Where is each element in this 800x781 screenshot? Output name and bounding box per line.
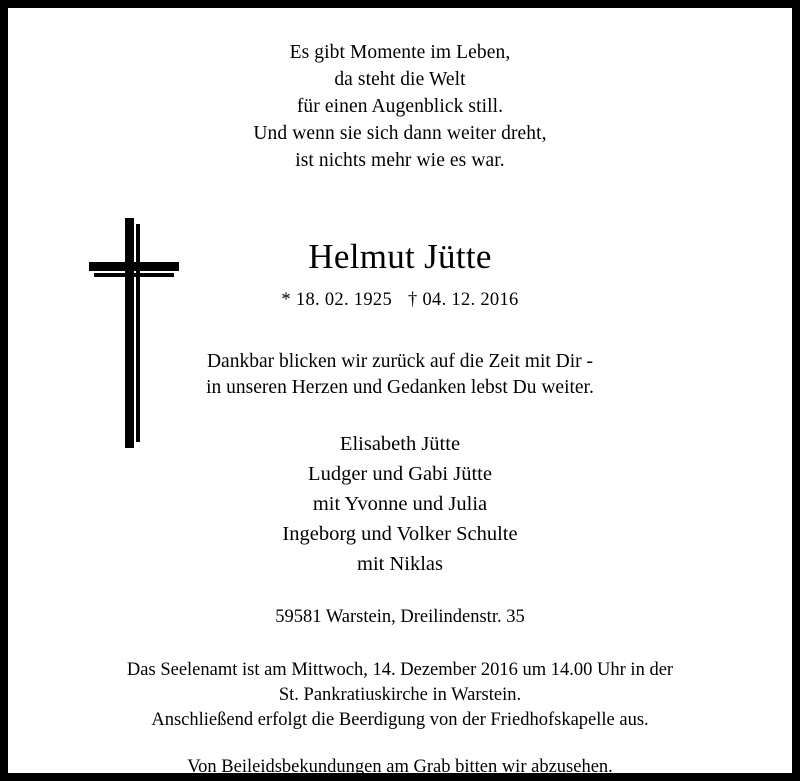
family-list <box>33 429 767 579</box>
verse-line: Und wenn sie sich dann weiter dreht, <box>253 123 547 144</box>
deceased-name: Helmut Jütte <box>308 237 492 276</box>
cross-icon <box>89 218 179 448</box>
verse-line: ist nichts mehr wie es war. <box>295 150 505 171</box>
obituary-content <box>11 11 789 777</box>
family-member: mit Yvonne und Julia <box>312 493 488 515</box>
family-address: 59581 Warstein, Dreilindenstr. 35 <box>275 607 525 627</box>
service-line: St. Pankratiuskirche in Warstein. <box>278 685 522 705</box>
cross-horizontal-bar <box>89 262 179 271</box>
service-line: Anschließend erfolgt die Beerdigung von der Friedhofskapelle aus. <box>151 710 649 730</box>
cross-vertical-bar <box>125 218 134 448</box>
family-member: mit Niklas <box>357 553 443 575</box>
obituary-frame <box>8 8 792 777</box>
service-details <box>33 658 767 733</box>
family-member: Elisabeth Jütte <box>339 433 461 455</box>
name-and-cross-block <box>33 218 767 401</box>
verse-line: Es gibt Momente im Leben, <box>289 42 511 63</box>
death-date: † 04. 12. 2016 <box>408 290 519 310</box>
verse-line: da steht die Welt <box>334 69 466 90</box>
service-line: Das Seelenamt ist am Mittwoch, 14. Dezember 2016 um 14.00 Uhr in der <box>126 660 674 680</box>
family-member: Ludger und Gabi Jütte <box>308 463 492 485</box>
message-line: Dankbar blicken wir zurück auf die Zeit mit Dir - <box>206 351 594 372</box>
cross-horizontal-bar-shadow <box>94 273 174 277</box>
verse-line: für einen Augenblick still. <box>296 96 504 117</box>
birth-date: * 18. 02. 1925 <box>281 290 392 310</box>
closing-note: Von Beileidsbekundungen am Grab bitten wir abzusehen. <box>187 757 613 777</box>
message-line: in unseren Herzen und Gedanken lebst Du weiter. <box>206 377 594 398</box>
family-member: Ingeborg und Volker Schulte <box>282 523 518 545</box>
verse-block <box>33 39 767 174</box>
cross-vertical-bar-shadow <box>136 224 140 442</box>
